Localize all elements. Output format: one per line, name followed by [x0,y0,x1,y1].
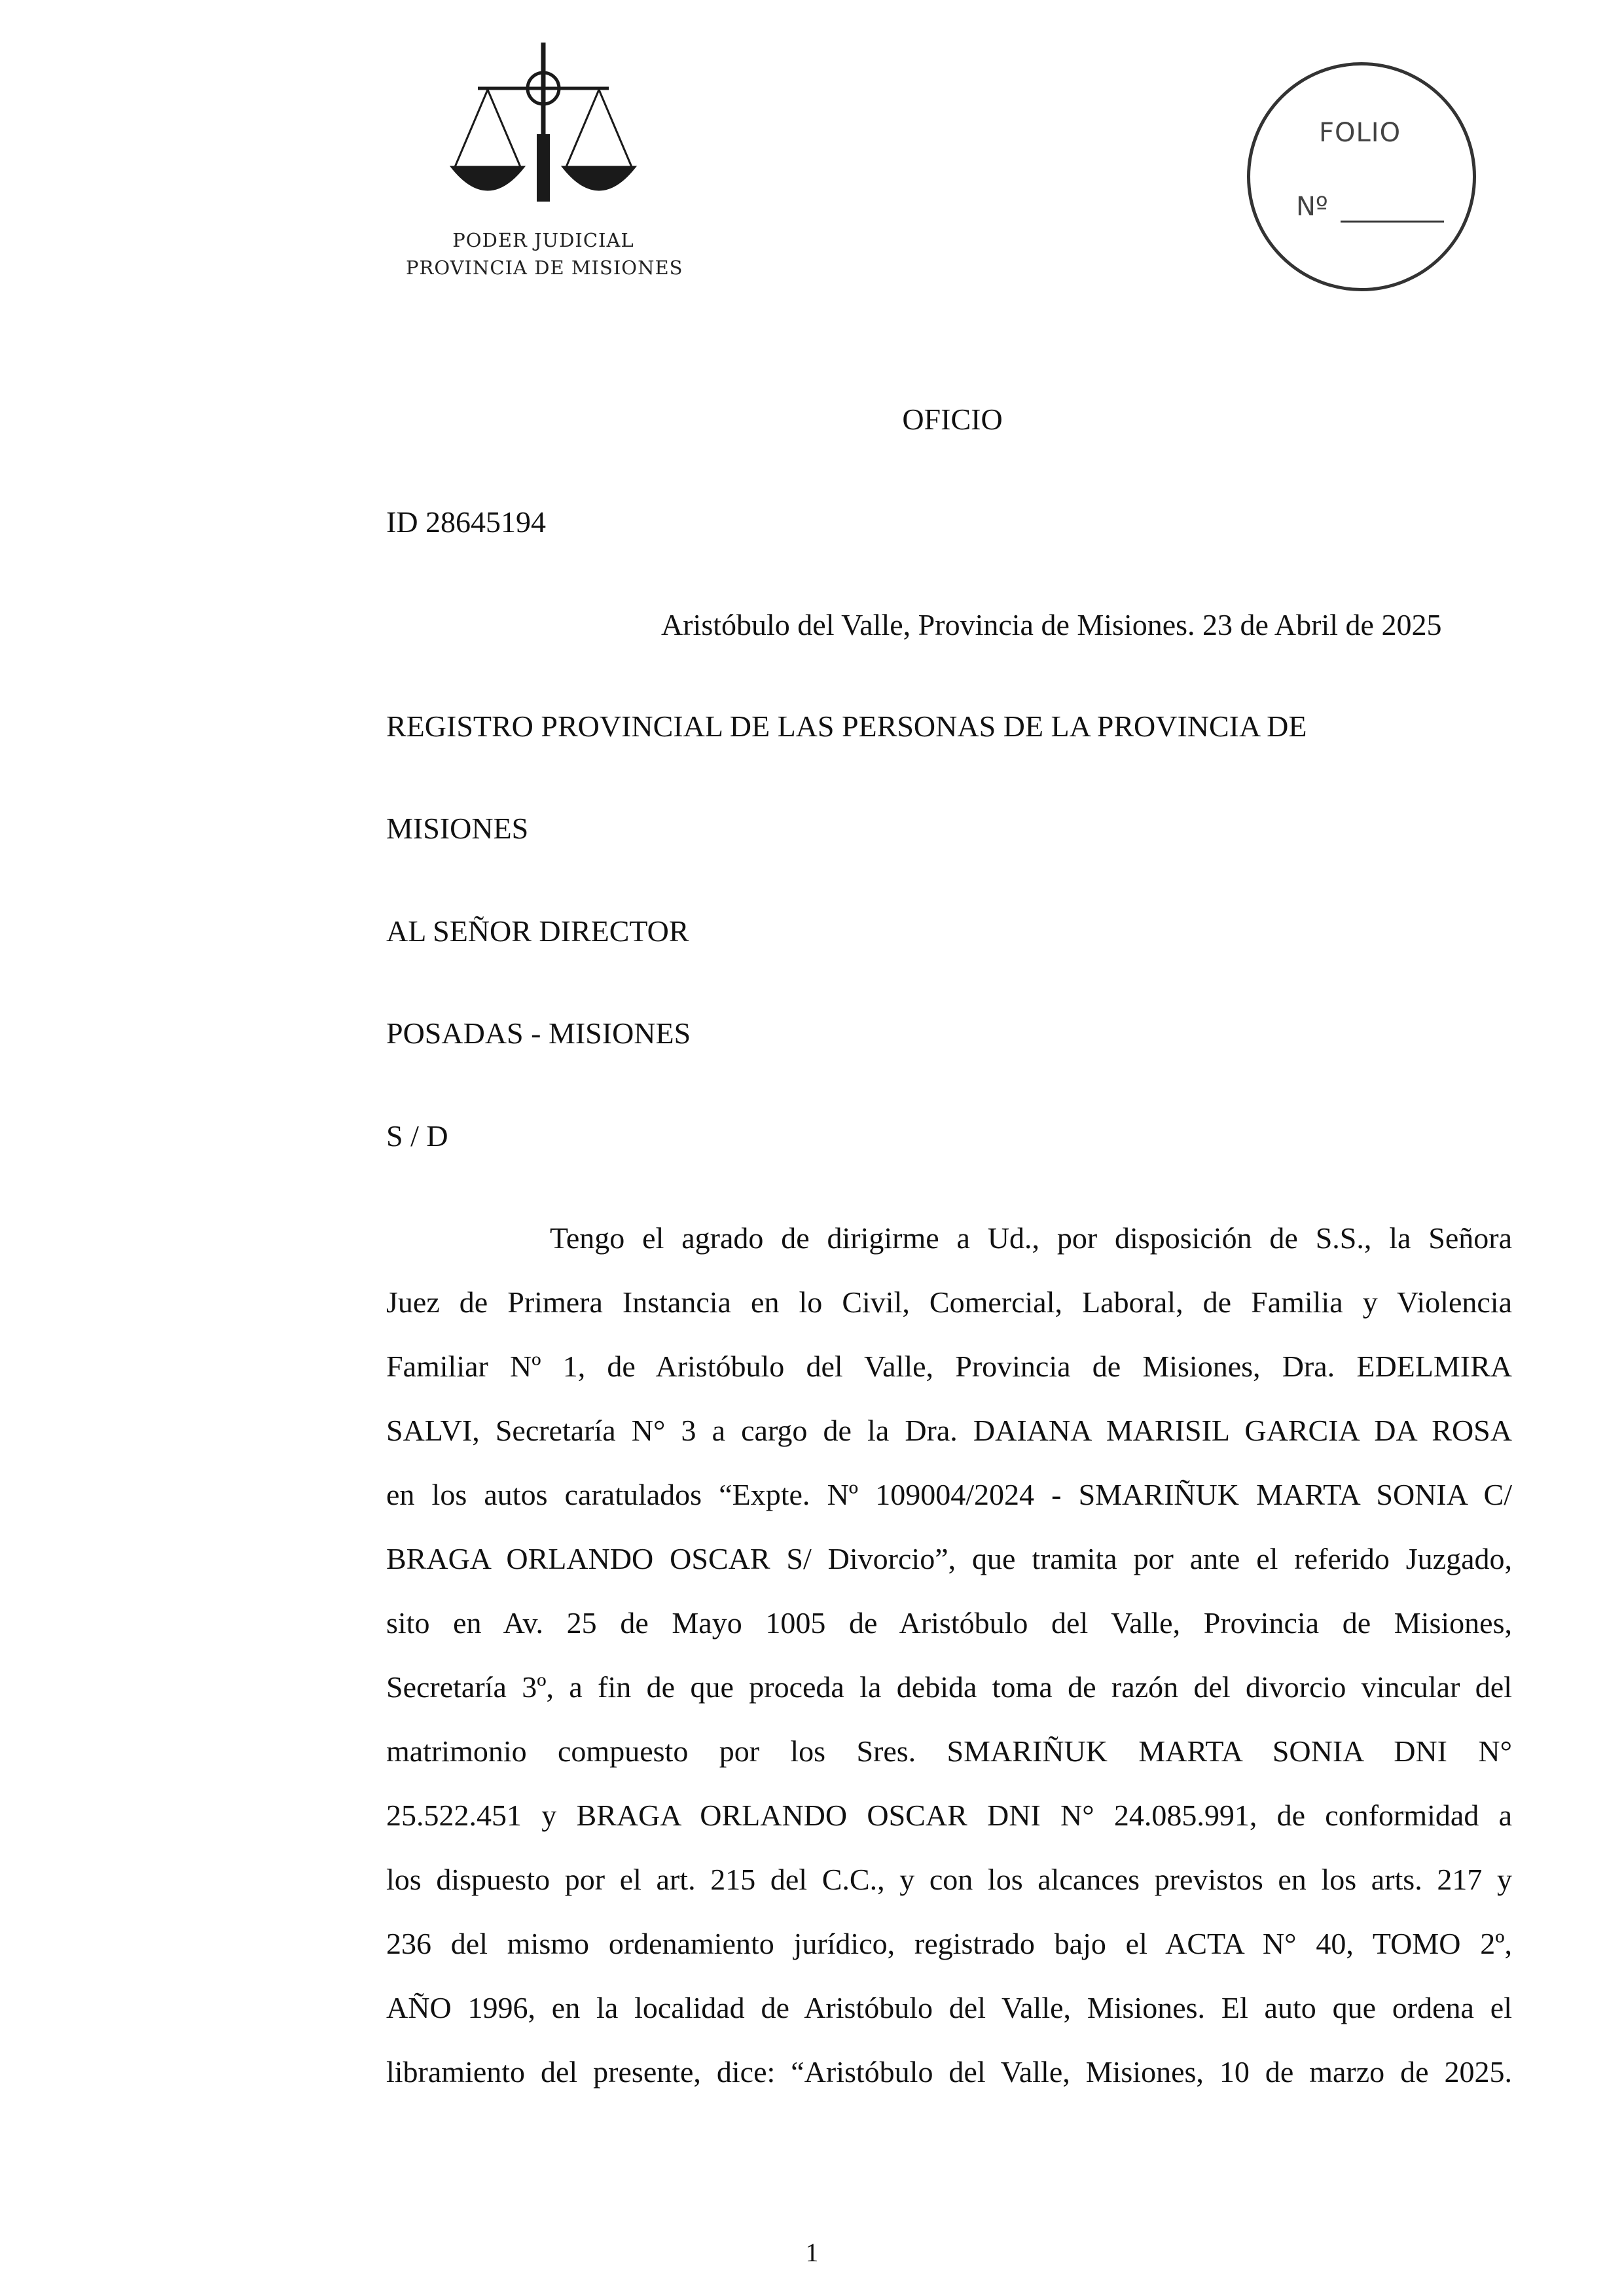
body-line: matrimonio compuesto por los Sres. SMARIÑUK MARTA SONIA DNI N° [386,1734,1512,1768]
body-line: AÑO 1996, en la localidad de Aristóbulo del Valle, Misiones. El auto que ordena el [386,1991,1512,2024]
recipient-line: REGISTRO PROVINCIAL DE LAS PERSONAS DE LA PROVINCIA DE [386,709,1307,743]
folio-stamp [1247,62,1476,291]
recipient-line: POSADAS - MISIONES [386,1016,691,1050]
body-line: BRAGA ORLANDO OSCAR S/ Divorcio”, que tramita por ante el referido Juzgado, [386,1542,1512,1575]
body-line: Juez de Primera Instancia en lo Civil, Comercial, Laboral, de Familia y Violencia [386,1285,1512,1319]
body-line: 236 del mismo ordenamiento jurídico, registrado bajo el ACTA N° 40, TOMO 2º, [386,1927,1512,1960]
recipient-line: AL SEÑOR DIRECTOR [386,914,689,948]
body-line: Familiar Nº 1, de Aristóbulo del Valle, Provincia de Misiones, Dra. EDELMIRA [386,1350,1512,1383]
body-line: los dispuesto por el art. 215 del C.C., y con los alcances previstos en los arts. 217 y [386,1863,1512,1896]
logo-line-1: PODER JUDICIAL [452,229,634,251]
body-line: 25.522.451 y BRAGA ORLANDO OSCAR DNI N° 24.085.991, de conformidad a [386,1799,1512,1832]
recipient-line: MISIONES [386,812,529,845]
folio-label: FOLIO [1319,118,1401,148]
body-line: SALVI, Secretaría N° 3 a cargo de la Dra. DAIANA MARISIL GARCIA DA ROSA [386,1414,1512,1447]
document-id: ID 28645194 [386,505,547,539]
folio-number-blank [1341,221,1444,223]
recipient-salutation: S / D [386,1119,448,1153]
place-and-date: Aristóbulo del Valle, Provincia de Misiones. 23 de Abril de 2025 [661,608,1442,641]
body-line: libramiento del presente, dice: “Aristóbulo del Valle, Misiones, 10 de marzo de 2025. [386,2055,1512,2089]
body-line: Tengo el agrado de dirigirme a Ud., por disposición de S.S., la Señora [550,1221,1512,1255]
body-line: sito en Av. 25 de Mayo 1005 de Aristóbulo del Valle, Provincia de Misiones, [386,1606,1512,1640]
document-title: OFICIO [902,403,1003,436]
logo-line-2: PROVINCIA DE MISIONES [406,257,683,279]
body-line: Secretaría 3º, a fin de que proceda la debida toma de razón del divorcio vincular del [386,1670,1512,1704]
poder-judicial-logo [406,36,681,298]
folio-number-label: Nº [1296,192,1328,222]
body-line: en los autos caratulados “Expte. Nº 109004/2024 - SMARIÑUK MARTA SONIA C/ [386,1478,1512,1511]
scales-of-justice-icon [432,36,655,232]
page-number: 1 [805,2238,819,2267]
